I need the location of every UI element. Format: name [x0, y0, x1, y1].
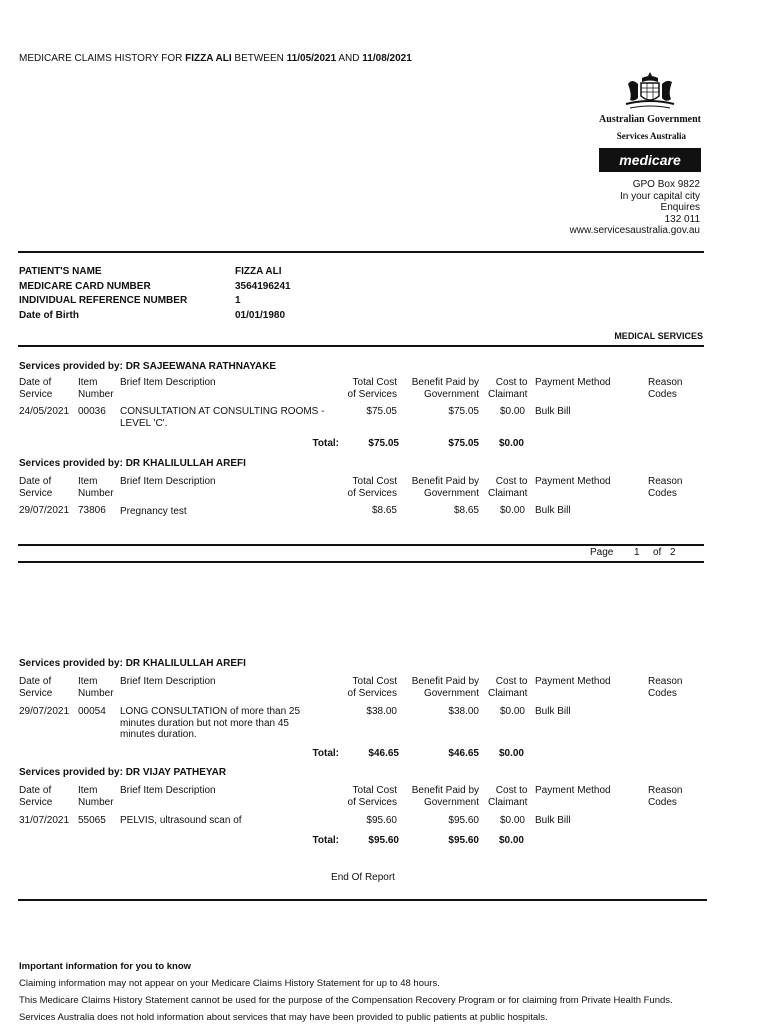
header-text: Reason: [648, 377, 683, 388]
col-cost-header: [330, 676, 397, 699]
col-benefit-header: [400, 377, 479, 400]
header-text: Claimant: [488, 487, 528, 499]
medicare-card-value: 3564196241: [235, 280, 291, 292]
divider: [18, 899, 707, 901]
row-item: 00054: [78, 706, 106, 717]
header-text: Claimant: [488, 687, 528, 699]
header-text: Number: [78, 796, 114, 808]
header-text: Number: [78, 687, 114, 699]
col-claimant-header: [488, 377, 527, 400]
col-date-header: [19, 785, 52, 808]
header-text: Item: [78, 785, 98, 796]
row-cost: $8.65: [371, 505, 397, 516]
row-date: 31/07/2021: [19, 815, 70, 826]
row-claimant: $0.00: [499, 505, 525, 516]
col-desc-header: Brief Item Description: [120, 377, 216, 388]
header-text: Item: [78, 377, 98, 388]
col-reason-header: [648, 476, 682, 499]
desc-line: minutes duration.: [120, 729, 197, 740]
row-benefit: $95.60: [448, 815, 479, 826]
divider: [18, 345, 704, 347]
row-item: 73806: [78, 505, 106, 516]
header-text: Government: [423, 487, 479, 499]
total-label: Total:: [312, 748, 339, 759]
row-date: 29/07/2021: [19, 706, 70, 717]
row-cost: $38.00: [366, 706, 397, 717]
row-desc: PELVIS, ultrasound scan of: [120, 815, 242, 826]
row-item: 55065: [78, 815, 106, 826]
page-of: of: [653, 547, 662, 558]
patient-values: [235, 265, 291, 323]
total-cost: $75.05: [368, 438, 399, 449]
total-label: Total:: [312, 438, 339, 449]
row-desc: [120, 706, 300, 741]
title-start-date: 11/05/2021: [286, 53, 337, 64]
header-text: Reason: [648, 476, 683, 487]
header-text: Codes: [648, 687, 677, 699]
header-text: of Services: [347, 487, 397, 499]
divider: [18, 251, 704, 253]
header-text: Government: [423, 796, 479, 808]
address-line: GPO Box 9822: [632, 179, 700, 190]
report-title: [19, 53, 412, 64]
desc-line: CONSULTATION AT CONSULTING ROOMS -: [120, 406, 325, 417]
desc-line: LONG CONSULTATION of more than 25: [120, 706, 301, 717]
header-text: Benefit Paid by: [411, 785, 479, 796]
address-line: Enquires: [660, 202, 700, 213]
col-benefit-header: [400, 785, 479, 808]
row-benefit: $8.65: [453, 505, 479, 516]
row-cost: $95.60: [366, 815, 397, 826]
page-total: 2: [670, 547, 676, 558]
header-text: Date of: [19, 377, 52, 388]
col-item-header: [78, 785, 114, 808]
col-desc-header: Brief Item Description: [120, 476, 216, 487]
patient-name-label: PATIENT'S NAME: [19, 266, 102, 277]
info-heading: Important information for you to know: [19, 961, 192, 972]
row-claimant: $0.00: [499, 406, 525, 417]
address-line: In your capital city: [619, 190, 700, 202]
col-desc-header: Brief Item Description: [120, 785, 216, 796]
col-cost-header: [330, 377, 397, 400]
col-cost-header: [330, 785, 397, 808]
dob-value: 01/01/1980: [235, 309, 286, 321]
patient-name-value: FIZZA ALI: [235, 266, 282, 277]
address-block: [500, 179, 700, 237]
header-text: Date of: [19, 476, 52, 487]
header-text: Benefit Paid by: [411, 377, 479, 388]
row-payment: Bulk Bill: [535, 706, 571, 717]
divider: [18, 561, 704, 563]
header-text: Item: [78, 476, 98, 487]
irn-value: 1: [235, 295, 241, 306]
row-item: 00036: [78, 406, 106, 417]
header-text: Cost to: [495, 785, 528, 796]
header-text: Date of: [19, 676, 52, 687]
col-reason-header: [648, 785, 682, 808]
website-link[interactable]: www.servicesaustralia.gov.au: [569, 225, 700, 236]
col-payment-header: Payment Method: [535, 476, 611, 487]
title-between: BETWEEN: [234, 53, 284, 64]
row-payment: Bulk Bill: [535, 815, 571, 826]
patient-labels: [19, 265, 187, 323]
col-payment-header: Payment Method: [535, 676, 611, 687]
header-text: Service: [19, 796, 53, 808]
total-cost: $46.65: [368, 748, 399, 759]
provider-heading: Services provided by: DR SAJEEWANA RATHNAYAKE: [19, 361, 277, 372]
col-date-header: [19, 476, 52, 499]
title-prefix: MEDICARE CLAIMS HISTORY FOR: [19, 53, 183, 64]
col-payment-header: Payment Method: [535, 785, 611, 796]
coat-of-arms-icon: [622, 70, 678, 112]
header-text: Cost to: [495, 377, 528, 388]
row-cost: $75.05: [366, 406, 397, 417]
col-item-header: [78, 377, 114, 400]
header-text: Benefit Paid by: [411, 676, 479, 687]
header-text: Number: [78, 388, 114, 400]
col-benefit-header: [400, 676, 479, 699]
total-claimant: $0.00: [498, 438, 524, 449]
dob-label: Date of Birth: [19, 309, 79, 321]
col-reason-header: [648, 377, 682, 400]
total-claimant: $0.00: [498, 748, 524, 759]
col-item-header: [78, 676, 114, 699]
header-text: Total Cost: [352, 785, 397, 796]
col-item-header: [78, 476, 114, 499]
header-text: Total Cost: [352, 377, 397, 388]
desc-line: minutes duration but not more than 45: [120, 717, 289, 729]
header-text: Claimant: [488, 388, 528, 400]
col-desc-header: Brief Item Description: [120, 676, 216, 687]
header-text: Claimant: [488, 796, 528, 808]
row-desc: Pregnancy test: [120, 506, 187, 517]
gov-logo-line2: Services Australia: [616, 131, 686, 141]
header-text: Service: [19, 487, 53, 499]
header-text: Cost to: [495, 476, 528, 487]
total-benefit: $75.05: [448, 438, 479, 449]
row-desc: [120, 406, 324, 429]
page-label: Page: [590, 547, 614, 558]
total-benefit: $95.60: [448, 835, 479, 846]
col-claimant-header: [488, 476, 527, 499]
header-text: Cost to: [495, 676, 528, 687]
section-label: MEDICAL SERVICES: [614, 331, 703, 341]
row-date: 29/07/2021: [19, 505, 70, 516]
col-benefit-header: [400, 476, 479, 499]
header-text: of Services: [347, 388, 397, 400]
header-text: Codes: [648, 487, 677, 499]
header-text: of Services: [347, 687, 397, 699]
header-text: Service: [19, 687, 53, 699]
desc-line: LEVEL 'C'.: [120, 417, 168, 429]
end-of-report: End Of Report: [331, 872, 395, 883]
divider: [18, 544, 704, 546]
header-text: Codes: [648, 388, 677, 400]
header-text: Total Cost: [352, 676, 397, 687]
col-claimant-header: [488, 676, 527, 699]
header-text: Number: [78, 487, 114, 499]
row-claimant: $0.00: [499, 815, 525, 826]
col-date-header: [19, 676, 52, 699]
gov-logo-line1: Australian Government: [599, 114, 701, 125]
total-claimant: $0.00: [498, 835, 524, 846]
header-text: Benefit Paid by: [411, 476, 479, 487]
title-end-date: 11/08/2021: [362, 53, 412, 64]
row-benefit: $38.00: [448, 706, 479, 717]
row-claimant: $0.00: [499, 706, 525, 717]
header-text: Total Cost: [352, 476, 397, 487]
page-number: 1: [634, 547, 640, 558]
irn-label: INDIVIDUAL REFERENCE NUMBER: [19, 295, 188, 306]
title-and: AND: [338, 53, 360, 64]
total-label: Total:: [312, 835, 339, 846]
header-text: Government: [423, 388, 479, 400]
total-benefit: $46.65: [448, 748, 479, 759]
col-date-header: [19, 377, 52, 400]
header-text: Codes: [648, 796, 677, 808]
info-line: Services Australia does not hold information about services that may have been provided to public patients at public hospitals.: [19, 1012, 548, 1023]
header-text: Government: [423, 687, 479, 699]
info-line: This Medicare Claims History Statement cannot be used for the purpose of the Compensation Recovery Program or for claiming from Private Health Funds.: [19, 995, 673, 1006]
provider-heading: Services provided by: DR VIJAY PATHEYAR: [19, 767, 227, 778]
header-text: Item: [78, 676, 98, 687]
row-payment: Bulk Bill: [535, 505, 571, 516]
col-cost-header: [330, 476, 397, 499]
title-patient-name: FIZZA ALI: [185, 53, 232, 64]
medicare-card-label: MEDICARE CARD NUMBER: [19, 280, 151, 292]
header-text: Date of: [19, 785, 52, 796]
header-text: of Services: [347, 796, 397, 808]
address-line: 132 011: [664, 213, 700, 225]
provider-heading: Services provided by: DR KHALILULLAH AREFI: [19, 658, 246, 669]
col-reason-header: [648, 676, 682, 699]
row-benefit: $75.05: [448, 406, 479, 417]
header-text: Service: [19, 388, 53, 400]
info-line: Claiming information may not appear on your Medicare Claims History Statement for up to 48 hours.: [19, 978, 440, 989]
header-text: Reason: [648, 785, 683, 796]
col-claimant-header: [488, 785, 527, 808]
total-cost: $95.60: [368, 835, 399, 846]
medicare-logo: medicare: [599, 148, 701, 172]
col-payment-header: Payment Method: [535, 377, 611, 388]
row-date: 24/05/2021: [19, 406, 70, 417]
header-text: Reason: [648, 676, 683, 687]
provider-heading: Services provided by: DR KHALILULLAH AREFI: [19, 458, 246, 469]
row-payment: Bulk Bill: [535, 406, 571, 417]
